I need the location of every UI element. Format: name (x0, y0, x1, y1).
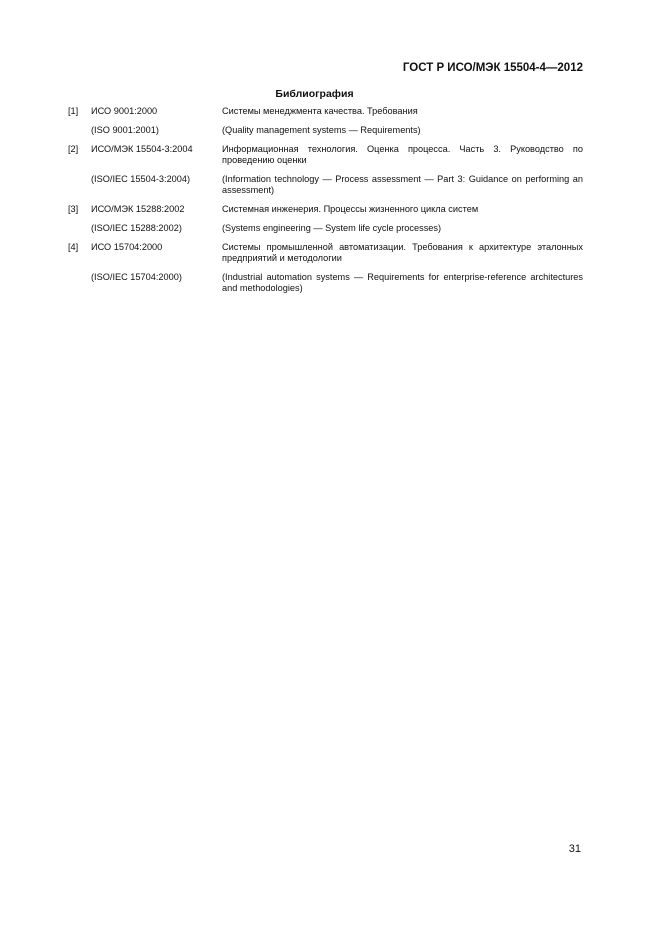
entry-standard-code: ИСО/МЭК 15288:2002 (91, 204, 185, 214)
page-number: 31 (568, 843, 581, 855)
entry-number (68, 223, 91, 234)
entry-standard-code: (ISO 9001:2001) (91, 125, 159, 135)
entry-standard-code: ИСО 9001:2000 (91, 106, 158, 116)
entry-title: (Systems engineering — System life cycle processes) (222, 223, 442, 233)
bibliography-entry (68, 242, 583, 264)
entry-title: Системы менеджмента качества. Требования (222, 106, 418, 116)
entry-number (68, 125, 91, 136)
entry-title: (Industrial automation systems — Requirements for enterprise-reference architectures and methodologies) (222, 272, 583, 293)
entry-title: Информационная технология. Оценка процесса. Часть 3. Руководство по проведению оценки (222, 144, 583, 165)
section-title: Библиография (275, 88, 354, 100)
bibliography-entry (68, 174, 583, 196)
bibliography-entry (68, 204, 583, 215)
entry-standard-code: (ISO/IEC 15504-3:2004) (91, 174, 191, 184)
entry-number: [1] (68, 106, 79, 116)
entry-title: Системы промышленной автоматизации. Требования к архитектуре эталонных предприятий и методологии (222, 242, 583, 263)
entry-standard-code: ИСО 15704:2000 (91, 242, 163, 252)
bibliography-entry (68, 125, 583, 136)
entry-standard-code: (ISO/IEC 15288:2002) (91, 223, 182, 233)
entry-number: [2] (68, 144, 79, 154)
bibliography-entry (68, 144, 583, 166)
bibliography-list (68, 106, 583, 302)
bibliography-entry (68, 223, 583, 234)
entry-number: [3] (68, 204, 79, 214)
document-code: ГОСТ Р ИСО/МЭК 15504-4—2012 (402, 62, 583, 74)
entry-number (68, 174, 91, 196)
bibliography-entry (68, 272, 583, 294)
entry-title: (Information technology — Process assessment — Part 3: Guidance on performing an assessment) (222, 174, 583, 195)
entry-number: [4] (68, 242, 79, 252)
entry-title: Системная инженерия. Процессы жизненного цикла систем (222, 204, 479, 214)
entry-standard-code: (ISO/IEC 15704:2000) (91, 272, 182, 282)
entry-standard-code: ИСО/МЭК 15504-3:2004 (91, 144, 193, 154)
entry-title: (Quality management systems — Requirements) (222, 125, 421, 135)
bibliography-entry (68, 106, 583, 117)
entry-number (68, 272, 91, 294)
